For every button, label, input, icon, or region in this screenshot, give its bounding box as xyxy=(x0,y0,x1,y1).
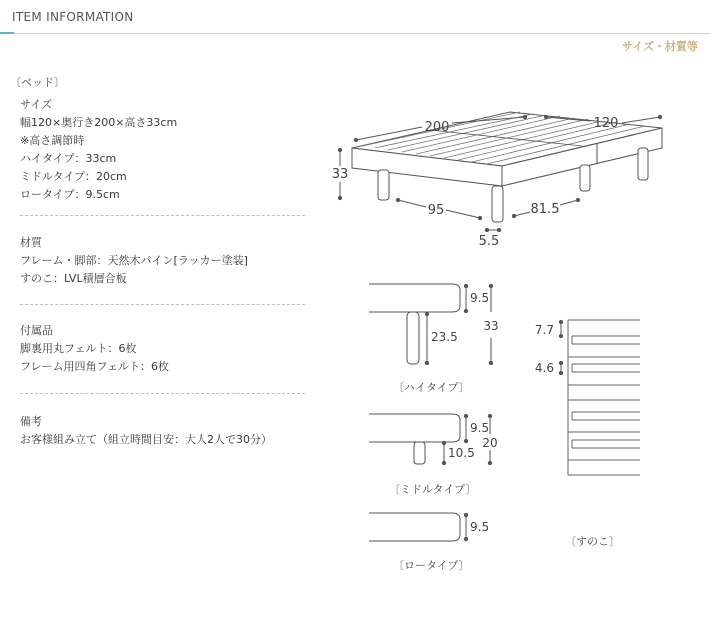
dim-width-label: 120 xyxy=(593,116,619,131)
page-title: ITEM INFORMATION xyxy=(12,10,134,24)
dim-leg-size-label: 5.5 xyxy=(478,234,500,249)
middle-leg-label: 10.5 xyxy=(448,446,475,460)
dim-leg-span-long-label: 95 xyxy=(427,203,445,218)
section-label: サイズ・材質等 xyxy=(621,40,698,53)
dim-height-label: 33 xyxy=(331,167,349,182)
dim-length-label: 200 xyxy=(424,120,450,135)
slats-illustration xyxy=(568,320,640,475)
category-label: 〔ベッド〕 xyxy=(10,76,65,89)
notes-line: お客様組み立て（組立時間目安：大人2人で30分） xyxy=(20,433,272,446)
size-line: ※高さ調節時 xyxy=(20,134,85,147)
low-type-caption: 〔ロータイプ〕 xyxy=(393,559,470,572)
size-heading: サイズ xyxy=(20,98,53,111)
notes-heading: 備考 xyxy=(20,415,42,428)
size-line: ハイタイプ：33cm xyxy=(20,152,117,165)
middle-type-caption: 〔ミドルタイプ〕 xyxy=(389,483,477,496)
slat-gap-label: 4.6 xyxy=(534,361,554,375)
accessories-line: フレーム用四角フェルト：6枚 xyxy=(20,360,170,373)
high-type-caption: 〔ハイタイプ〕 xyxy=(393,381,470,394)
low-type-illustration xyxy=(369,513,460,541)
high-frame-label: 9.5 xyxy=(470,291,490,305)
material-heading: 材質 xyxy=(20,236,42,249)
material-line: フレーム・脚部：天然木パイン[ラッカー塗装] xyxy=(20,254,248,267)
slat-width-label: 7.7 xyxy=(534,323,554,337)
high-leg-label: 23.5 xyxy=(431,330,458,344)
size-line: ロータイプ：9.5cm xyxy=(20,188,120,201)
accessories-line: 脚裏用丸フェルト：6枚 xyxy=(20,342,137,355)
low-frame-label: 9.5 xyxy=(470,520,490,534)
accessories-heading: 付属品 xyxy=(20,324,53,337)
size-line: 幅120×奥行き200×高さ33cm xyxy=(20,116,178,129)
material-line: すのこ：LVL積層合板 xyxy=(20,272,127,285)
middle-type-illustration xyxy=(369,414,460,464)
slats-caption: 〔すのこ〕 xyxy=(565,535,620,548)
high-total-label: 33 xyxy=(483,319,499,333)
middle-frame-label: 9.5 xyxy=(470,421,490,435)
middle-total-label: 20 xyxy=(482,436,498,450)
size-line: ミドルタイプ：20cm xyxy=(20,170,127,183)
high-type-illustration xyxy=(369,284,460,364)
dim-leg-span-short-label: 81.5 xyxy=(530,202,560,217)
